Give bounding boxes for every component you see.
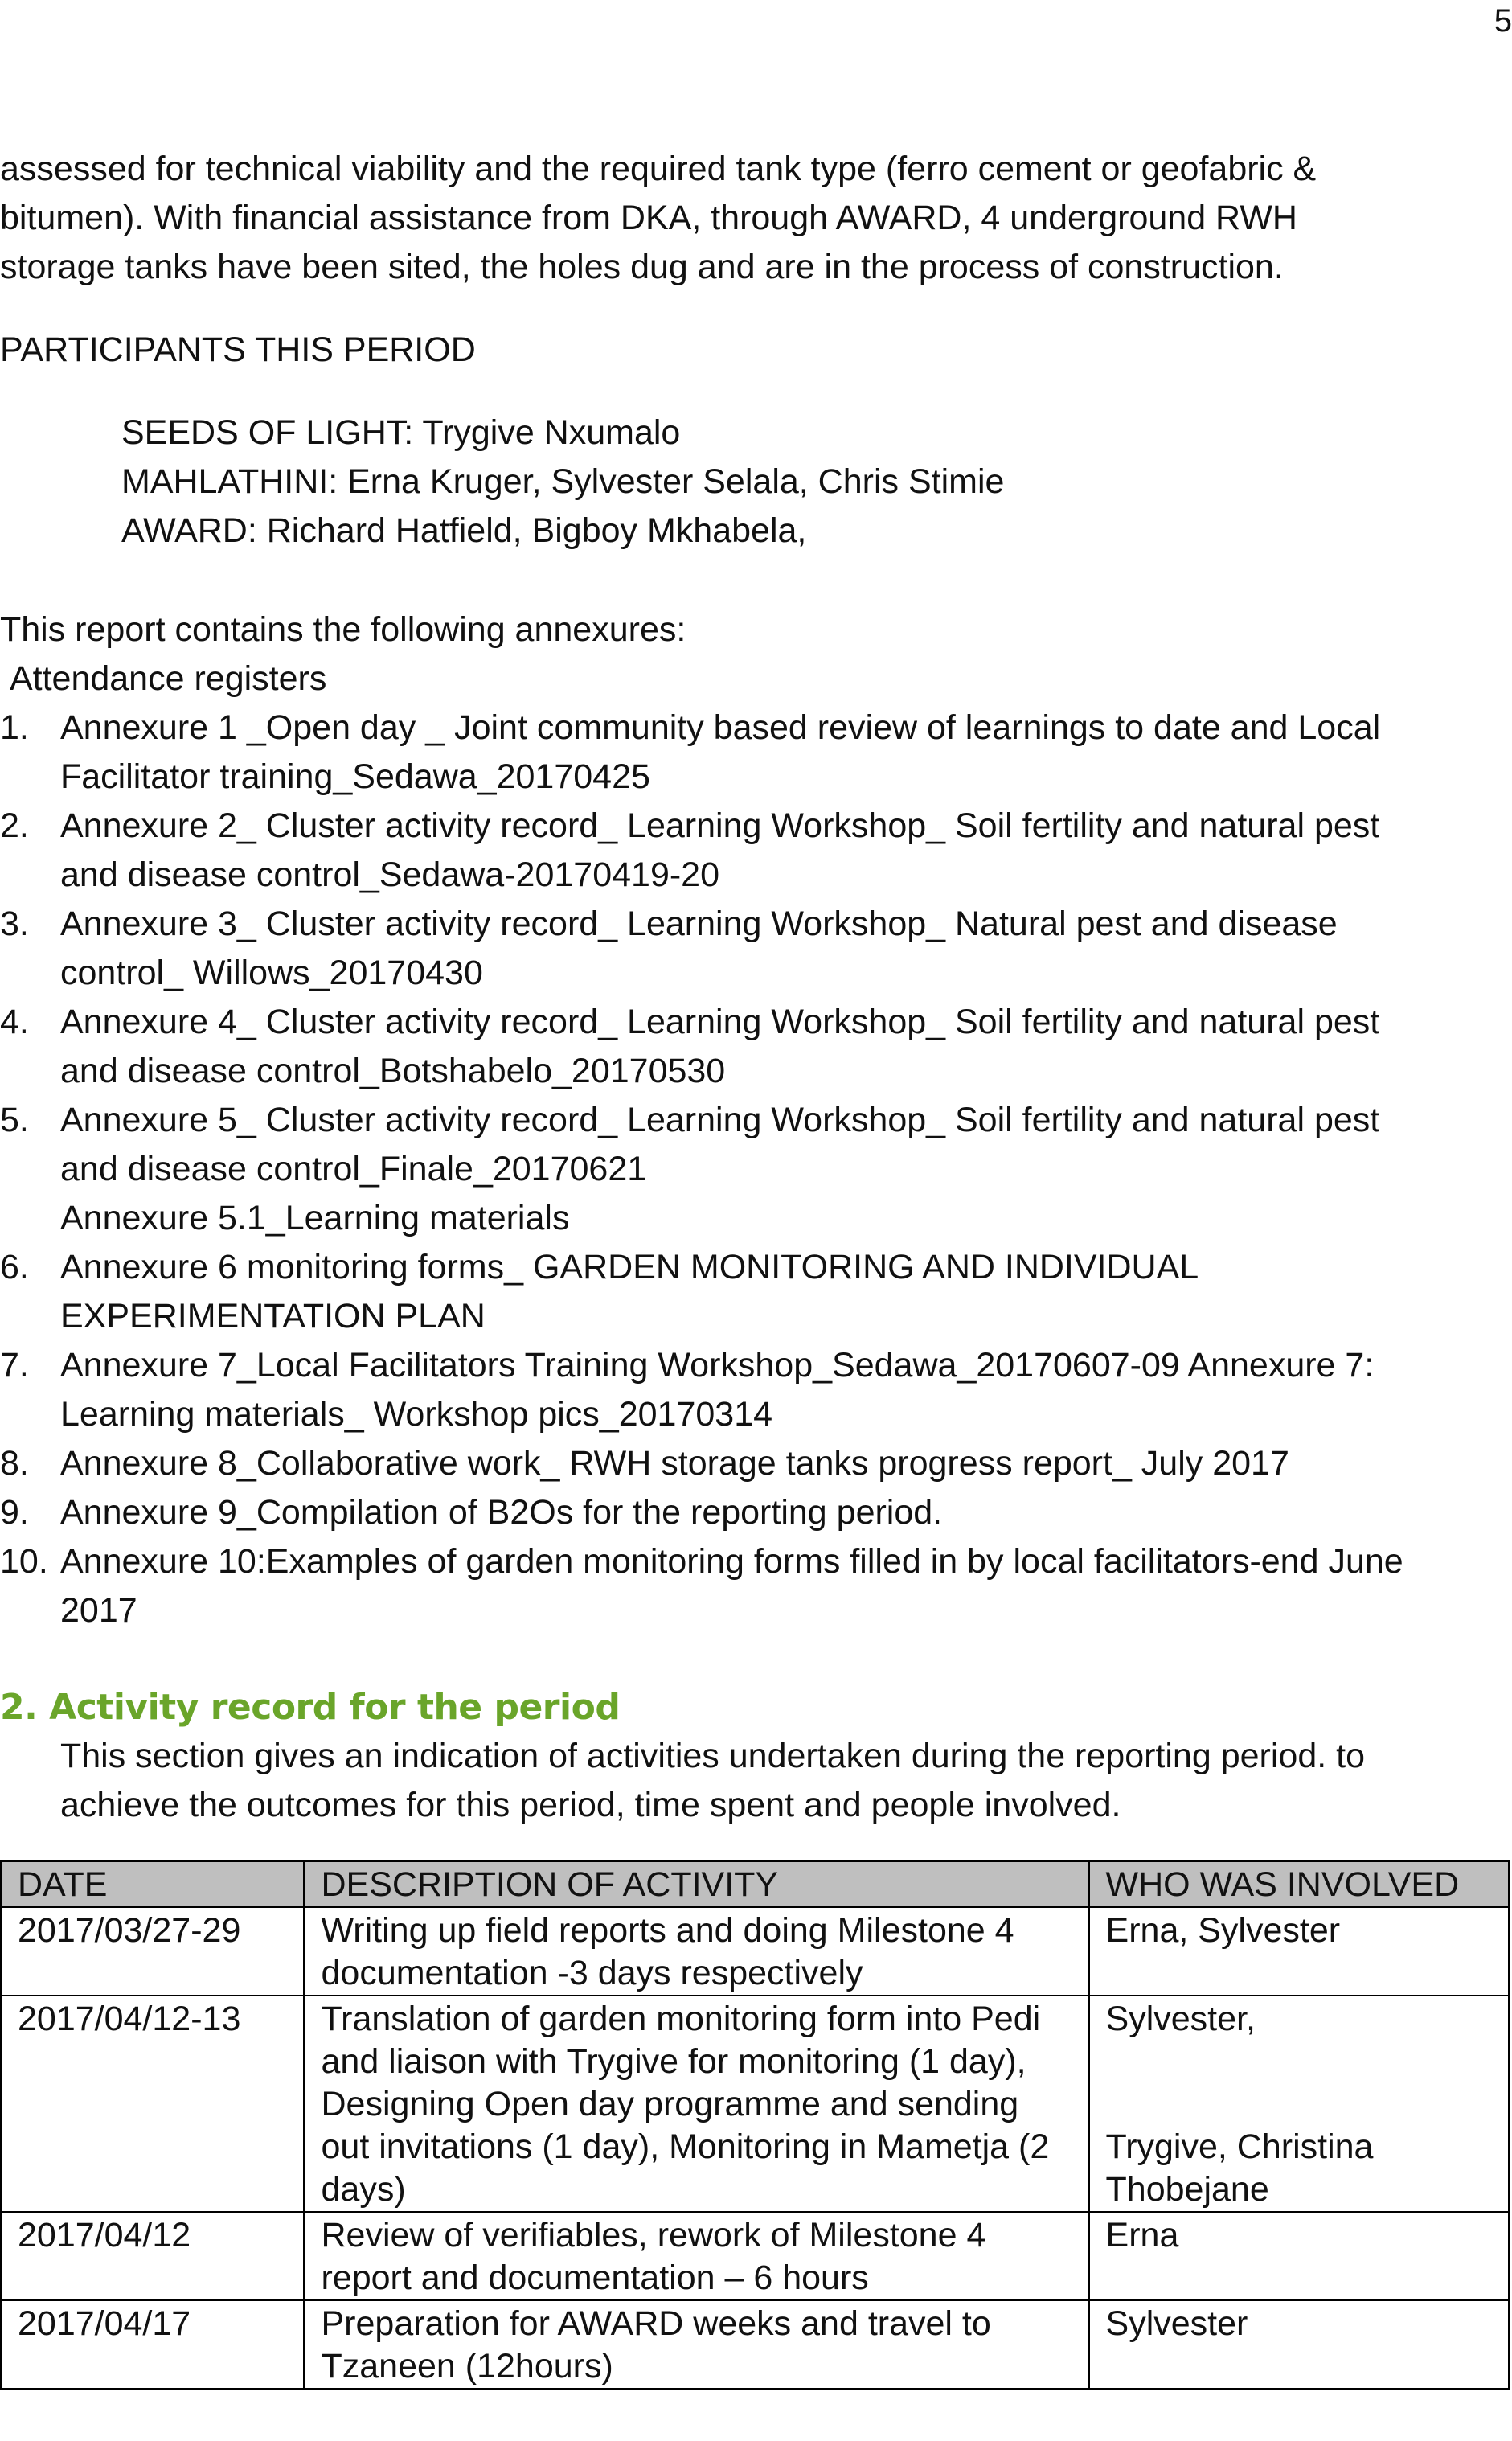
annexure-number: 8. xyxy=(0,1444,29,1483)
annexure-number: 6. xyxy=(0,1248,29,1286)
annexure-line: control_ Willows_20170430 xyxy=(60,954,483,992)
cell-description: Writing up field reports and doing Milestone 4 documentation -3 days respectively xyxy=(304,1907,1088,1996)
cell-who xyxy=(1089,2212,1509,2300)
annexure-number: 5. xyxy=(0,1101,29,1139)
activity-table xyxy=(0,1860,1510,2390)
cell-who xyxy=(1089,1996,1509,2212)
who-line: Trygive, Christina Thobejane xyxy=(1105,2127,1374,2209)
annexure-item xyxy=(0,1096,1510,1194)
annexure-line: Annexure 10:Examples of garden monitoring forms filled in by local facilitators-end June xyxy=(60,1542,1403,1581)
annexure-item xyxy=(0,1341,1510,1439)
participant-line: AWARD: Richard Hatfield, Bigboy Mkhabela, xyxy=(121,511,807,550)
annexure-number: 2. xyxy=(0,806,29,845)
annexure-item xyxy=(0,998,1510,1096)
annexure-line: Annexure 6 monitoring forms_ GARDEN MONITORING AND INDIVIDUAL xyxy=(60,1248,1199,1286)
table-row xyxy=(1,2300,1509,2389)
annexure-line: Annexure 1 _Open day _ Joint community based review of learnings to date and Local xyxy=(60,708,1381,747)
annexure-line: Annexure 8_Collaborative work_ RWH storage tanks progress report_ July 2017 xyxy=(60,1444,1289,1483)
header-who: WHO WAS INVOLVED xyxy=(1089,1861,1509,1907)
table-row xyxy=(1,1996,1509,2212)
intro-paragraph xyxy=(0,145,1510,292)
cell-who xyxy=(1089,1907,1509,1996)
header-description: DESCRIPTION OF ACTIVITY xyxy=(304,1861,1088,1907)
participants-list xyxy=(0,408,1510,556)
document-page xyxy=(0,145,1510,2390)
table-row xyxy=(1,2212,1509,2300)
section-intro-line: achieve the outcomes for this period, time spent and people involved. xyxy=(60,1786,1121,1824)
table-row xyxy=(1,1907,1509,1996)
annexure-sub-item: Annexure 5.1_Learning materials xyxy=(60,1199,570,1237)
annexure-line: Annexure 9_Compilation of B2Os for the reporting period. xyxy=(60,1493,943,1532)
annexure-item xyxy=(0,1488,1510,1537)
participants-heading: PARTICIPANTS THIS PERIOD xyxy=(0,330,476,369)
annexure-line: 2017 xyxy=(60,1591,137,1630)
annexure-line: and disease control_Finale_20170621 xyxy=(60,1150,647,1188)
annexure-line: EXPERIMENTATION PLAN xyxy=(60,1297,486,1335)
annexure-item xyxy=(0,1439,1510,1488)
annexure-item xyxy=(0,802,1510,900)
annexure-line: Learning materials_ Workshop pics_20170314 xyxy=(60,1395,773,1434)
cell-date: 2017/03/27-29 xyxy=(1,1907,304,1996)
annexure-item xyxy=(0,1243,1510,1341)
annexure-line: Annexure 4_ Cluster activity record_ Learning Workshop_ Soil fertility and natural pest xyxy=(60,1003,1380,1041)
annexure-number: 1. xyxy=(0,708,29,747)
intro-line: bitumen). With financial assistance from DKA, through AWARD, 4 underground RWH xyxy=(0,199,1297,237)
participant-line: MAHLATHINI: Erna Kruger, Sylvester Selala, Chris Stimie xyxy=(121,462,1005,501)
participant-line: SEEDS OF LIGHT: Trygive Nxumalo xyxy=(121,413,681,452)
who-line: Sylvester, xyxy=(1105,2000,1256,2038)
section-heading: 2. Activity record for the period xyxy=(0,1687,621,1728)
annexure-list xyxy=(0,704,1510,1635)
annexure-line: Annexure 5_ Cluster activity record_ Learning Workshop_ Soil fertility and natural pest xyxy=(60,1101,1380,1139)
annexure-item xyxy=(0,704,1510,802)
who-spacer xyxy=(1106,2041,1492,2083)
annexure-number: 10. xyxy=(0,1542,48,1581)
annexure-number: 9. xyxy=(0,1493,29,1532)
annexure-line: Annexure 3_ Cluster activity record_ Learning Workshop_ Natural pest and disease xyxy=(60,905,1338,943)
annexure-line: Annexure 2_ Cluster activity record_ Learning Workshop_ Soil fertility and natural pest xyxy=(60,806,1380,845)
table-header-row xyxy=(1,1861,1509,1907)
intro-line: assessed for technical viability and the required tank type (ferro cement or geofabric & xyxy=(0,150,1317,188)
annexure-number: 3. xyxy=(0,905,29,943)
annexure-line: Annexure 7_Local Facilitators Training Workshop_Sedawa_20170607-09 Annexure 7: xyxy=(60,1346,1375,1385)
who-line: Erna, Sylvester xyxy=(1105,1911,1341,1950)
annexure-item xyxy=(0,1537,1510,1635)
cell-date: 2017/04/12-13 xyxy=(1,1996,304,2212)
who-spacer xyxy=(1106,2083,1492,2126)
annexure-line: Facilitator training_Sedawa_20170425 xyxy=(60,757,650,796)
cell-description: Review of verifiables, rework of Milestone 4 report and documentation – 6 hours xyxy=(304,2212,1088,2300)
section-intro-line: This section gives an indication of activities undertaken during the reporting period. to xyxy=(60,1737,1365,1775)
annexure-number: 7. xyxy=(0,1346,29,1385)
annexure-item xyxy=(0,900,1510,998)
attendance-registers-label xyxy=(0,654,1510,704)
cell-description: Translation of garden monitoring form into Pedi and liaison with Trygive for monitoring (1 day), Designing Open day programme and sending out invitations (1 day), Monitoring in Mametja (2 days) xyxy=(304,1996,1088,2212)
annexure-line: and disease control_Botshabelo_20170530 xyxy=(60,1052,726,1090)
who-line: Sylvester xyxy=(1105,2304,1248,2343)
intro-line: storage tanks have been sited, the holes dug and are in the process of construction. xyxy=(0,248,1284,286)
cell-description: Preparation for AWARD weeks and travel to Tzaneen (12hours) xyxy=(304,2300,1088,2389)
page-number: 5 xyxy=(1494,3,1512,39)
annexures-intro: This report contains the following annexures: xyxy=(0,610,686,649)
annexure-number: 4. xyxy=(0,1003,29,1041)
cell-who xyxy=(1089,2300,1509,2389)
cell-date: 2017/04/17 xyxy=(1,2300,304,2389)
header-date: DATE xyxy=(1,1861,304,1907)
who-line: Erna xyxy=(1105,2216,1179,2254)
annexure-line: and disease control_Sedawa-20170419-20 xyxy=(60,855,720,894)
cell-date: 2017/04/12 xyxy=(1,2212,304,2300)
attendance-registers-text: Attendance registers xyxy=(9,659,327,698)
